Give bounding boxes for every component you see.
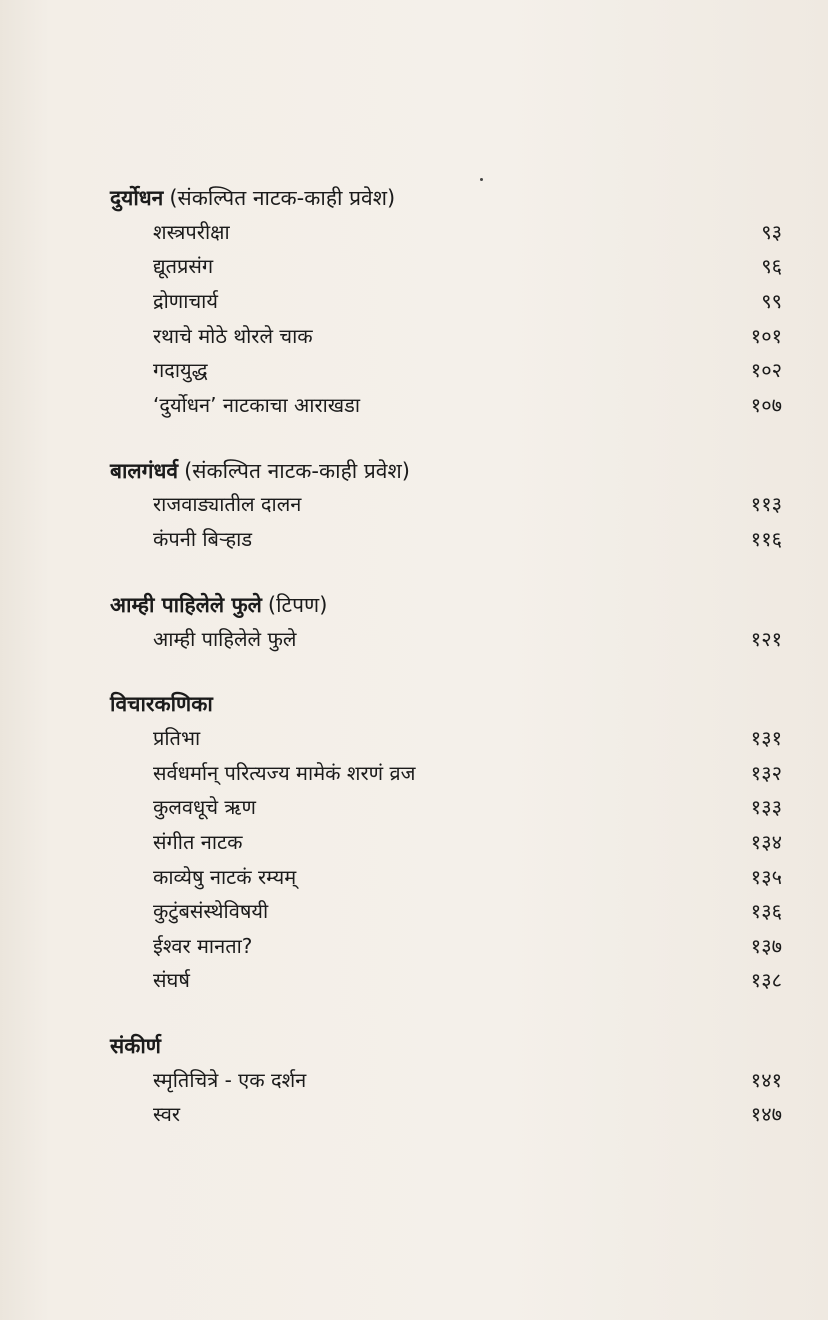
entry-page-number: १३२ [750, 760, 782, 785]
entry-title: स्मृतिचित्रे - एक दर्शन [153, 1067, 307, 1092]
section-heading [110, 1030, 782, 1062]
entry-page-number: ११६ [750, 526, 782, 551]
section-title: विचारकणिका [110, 692, 213, 717]
entry-title: ईश्वर मानता? [153, 933, 253, 958]
toc-entry [110, 387, 782, 422]
entry-page-number: १३७ [750, 933, 782, 958]
entry-title: सर्वधर्मान् परित्यज्य मामेकं शरणं व्रज [153, 760, 416, 785]
section-subtitle: (टिपण) [267, 592, 328, 617]
toc-entry [110, 1097, 782, 1132]
section-title: संकीर्ण [110, 1034, 161, 1059]
toc-section [110, 182, 782, 422]
ink-speck [480, 178, 483, 181]
entry-page-number: १३१ [750, 726, 782, 751]
entry-title: रथाचे मोठे थोरले चाक [153, 323, 313, 348]
entry-title: गदायुद्ध [153, 358, 208, 383]
entry-page-number: १३४ [750, 829, 782, 854]
entry-title: द्यूतप्रसंग [153, 254, 214, 279]
section-heading [110, 182, 782, 214]
entry-title: द्रोणाचार्य [153, 288, 218, 313]
entry-page-number: ९६ [761, 254, 782, 279]
entry-page-number: १०१ [750, 323, 782, 348]
entry-title: स्वर [153, 1102, 181, 1127]
section-heading [110, 589, 782, 621]
section-heading [110, 455, 782, 487]
entry-page-number: १०७ [750, 392, 782, 417]
entry-title: शस्त्रपरीक्षा [153, 219, 230, 244]
toc-section [110, 589, 782, 656]
entry-title: कुलवधूचे ऋण [153, 795, 256, 820]
section-subtitle: (संकल्पित नाटक-काही प्रवेश) [169, 186, 396, 210]
section-heading [110, 688, 782, 720]
section-subtitle: (संकल्पित नाटक-काही प्रवेश) [184, 458, 410, 483]
entry-page-number: १४७ [750, 1102, 782, 1127]
entry-title: ‘दुर्योधन’ नाटकाचा आराखडा [153, 392, 361, 417]
toc-entry [110, 249, 782, 284]
toc-entry [110, 214, 782, 249]
entry-page-number: १२१ [750, 626, 782, 651]
table-of-contents [110, 182, 782, 1164]
entry-title: राजवाड्यातील दालन [153, 492, 302, 517]
entry-page-number: १३५ [750, 864, 782, 889]
entry-page-number: ९९ [761, 288, 782, 313]
toc-entry [110, 521, 782, 556]
toc-entry [110, 283, 782, 318]
entry-page-number: १०२ [750, 358, 782, 383]
entry-page-number: १३८ [750, 968, 782, 993]
section-title: दुर्योधन [110, 186, 164, 210]
toc-entry [110, 963, 782, 998]
entry-page-number: ११३ [750, 492, 782, 517]
section-title: आम्ही पाहिलेले फुले [110, 592, 262, 617]
entry-title: कंपनी बिऱ्हाड [153, 526, 253, 551]
entry-title: कुटुंबसंस्थेविषयी [153, 899, 269, 924]
entry-title: संघर्ष [153, 968, 190, 993]
toc-section [110, 455, 782, 556]
toc-entry [110, 824, 782, 859]
toc-entry [110, 928, 782, 963]
entry-title: प्रतिभा [153, 726, 201, 751]
toc-entry [110, 621, 782, 656]
toc-entry [110, 755, 782, 790]
toc-entry [110, 790, 782, 825]
toc-section [110, 1030, 782, 1131]
toc-entry [110, 487, 782, 522]
entry-page-number: १४१ [750, 1067, 782, 1092]
toc-section [110, 688, 782, 997]
toc-entry [110, 859, 782, 894]
section-title: बालगंधर्व [110, 458, 179, 483]
entry-page-number: ९३ [761, 219, 782, 244]
entry-title: काव्येषु नाटकं रम्यम् [153, 864, 297, 889]
toc-entry [110, 720, 782, 755]
entry-title: आम्ही पाहिलेले फुले [153, 626, 297, 651]
toc-entry [110, 318, 782, 353]
toc-entry [110, 1062, 782, 1097]
toc-entry [110, 352, 782, 387]
toc-entry [110, 893, 782, 928]
entry-title: संगीत नाटक [153, 829, 243, 854]
entry-page-number: १३३ [750, 795, 782, 820]
entry-page-number: १३६ [750, 899, 782, 924]
